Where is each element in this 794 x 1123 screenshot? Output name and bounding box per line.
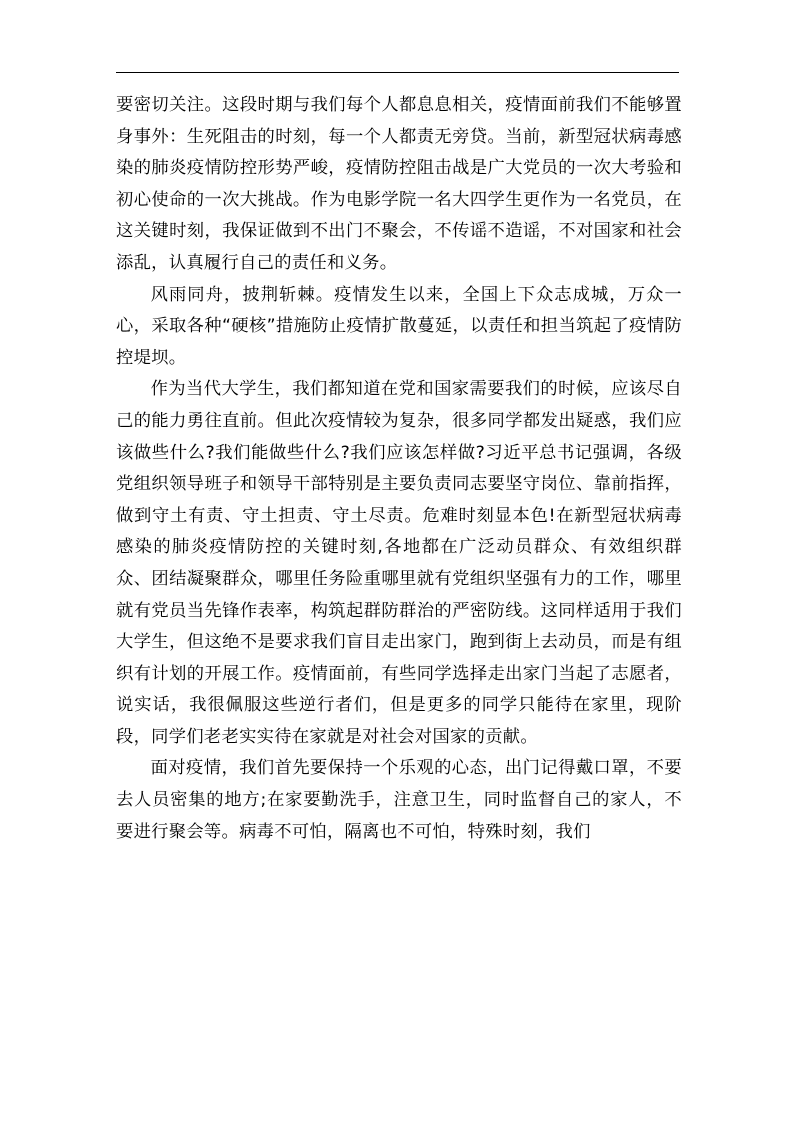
- header-rule: [116, 72, 679, 73]
- paragraph: 作为当代大学生，我们都知道在党和国家需要我们的时候，应该尽自己的能力勇往直前。但此次疫情较为复杂，很多同学都发出疑惑，我们应该做些什么?我们能做些什么?我们应该怎样做?习近平总书记强调，各级党组织领导班子和领导干部特别是主要负责同志要坚守岗位、靠前指挥，做到守土有责、守土担责、守土尽责。危难时刻显本色!在新型冠状病毒感染的肺炎疫情防控的关键时刻,各地都在广泛动员群众、有效组织群众、团结凝聚群众，哪里任务险重哪里就有党组织坚强有力的工作，哪里就有党员当先锋作表率，构筑起群防群治的严密防线。这同样适用于我们大学生，但这绝不是要求我们盲目走出家门，跑到街上去动员，而是有组织有计划的开展工作。疫情面前，有些同学选择走出家门当起了志愿者，说实话，我很佩服这些逆行者们，但是更多的同学只能待在家里，现阶段，同学们老老实实待在家就是对社会对国家的贡献。: [116, 379, 682, 747]
- paragraph: 要密切关注。这段时期与我们每个人都息息相关，疫情面前我们不能够置身事外：生死阻击的时刻，每一个人都责无旁贷。当前，新型冠状病毒感染的肺炎疫情防控形势严峻，疫情防控阻击战是广大党员的一次大考验和初心使命的一次大挑战。作为电影学院一名大四学生更作为一名党员，在这关键时刻，我保证做到不出门不聚会，不传谣不造谣，不对国家和社会添乱，认真履行自己的责任和义务。: [116, 95, 682, 273]
- paragraph: 面对疫情，我们首先要保持一个乐观的心态，出门记得戴口罩，不要去人员密集的地方;在家要勤洗手，注意卫生，同时监督自己的家人，不要进行聚会等。病毒不可怕，隔离也不可怕，特殊时刻，我们: [116, 758, 682, 842]
- paragraph: 风雨同舟，披荆斩棘。疫情发生以来，全国上下众志成城，万众一心，采取各种“硬核”措施防止疫情扩散蔓延，以责任和担当筑起了疫情防控堤坝。: [116, 284, 682, 368]
- document-body: [116, 90, 682, 848]
